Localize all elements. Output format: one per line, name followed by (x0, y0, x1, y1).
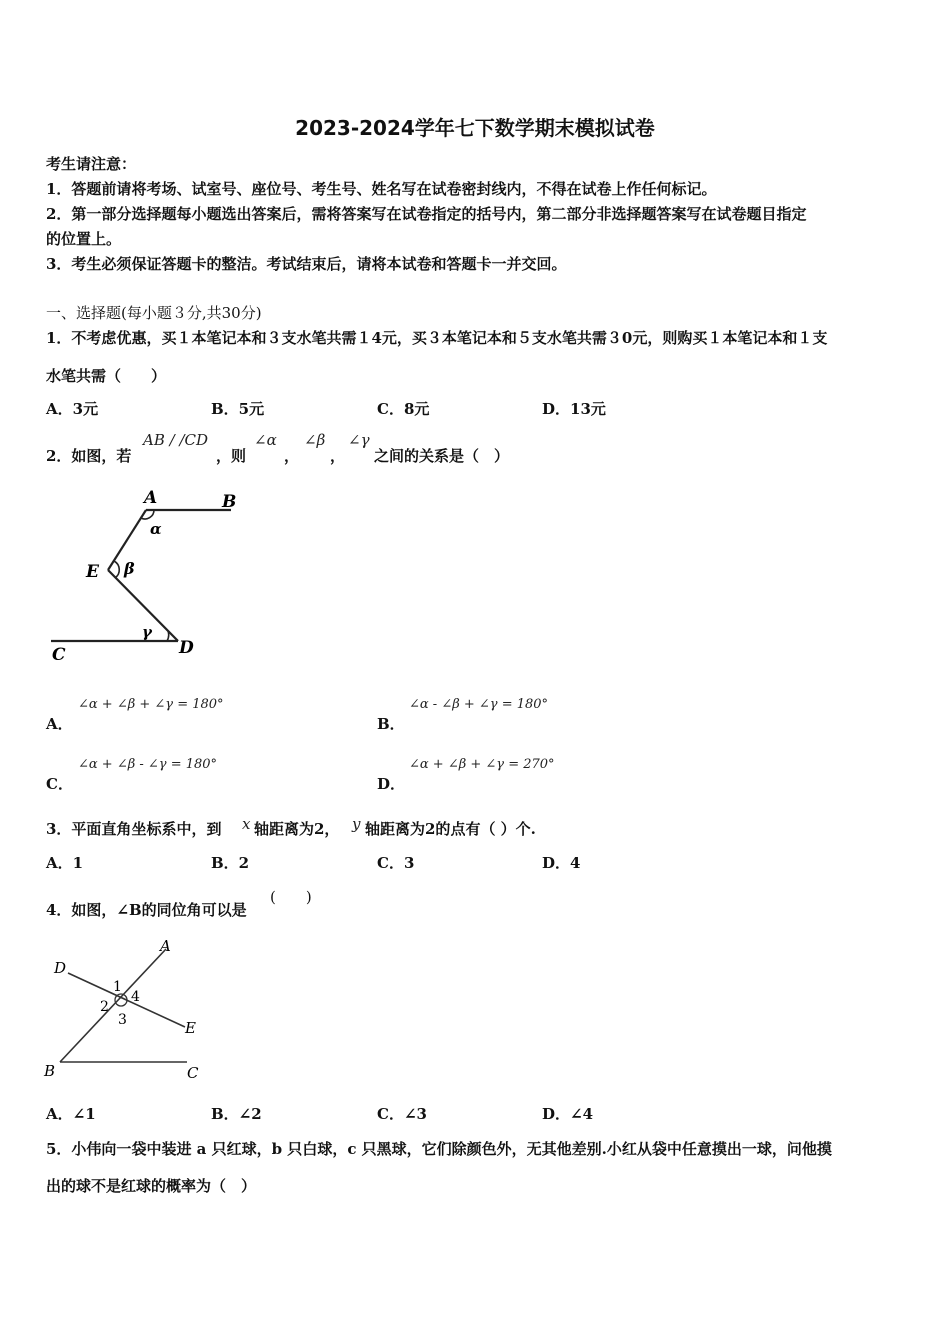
notice-item-3: 3．考生必须保证答题卡的整洁。考试结束后，请将本试卷和答题卡一并交回。 (46, 255, 567, 273)
q2-angle-beta: ∠β (304, 431, 326, 449)
q2-suffix: 之间的关系是（ ） (374, 447, 510, 465)
label-3: 3 (118, 1012, 127, 1028)
label-d: D (54, 959, 67, 977)
label-b: B (222, 492, 237, 512)
q2-figure (46, 485, 256, 665)
q1-option-c: C．8元 (377, 400, 430, 418)
q3-var-x: x (242, 815, 251, 833)
q1-option-a: A．3元 (46, 400, 99, 418)
section-heading: 一、选择题(每小题３分,共30分) (46, 304, 262, 322)
q1-stem-cont: 水笔共需（ ） (46, 367, 167, 385)
label-a: A (160, 937, 171, 955)
notice-item-2: 2．第一部分选择题每小题选出答案后，需将答案写在试卷指定的括号内，第二部分非选择题答案写在试卷题目指定 (46, 205, 807, 223)
label-gamma: γ (142, 623, 152, 641)
q3-text-3: 轴距离为2的点有（ ）个. (365, 820, 536, 838)
q2-then: ，则 (216, 447, 247, 465)
label-e: E (86, 562, 99, 582)
q4-paren: ( ) (270, 888, 312, 906)
q2-option-d-expr: ∠α + ∠β + ∠γ = 270° (409, 757, 555, 772)
q3-option-a: A．1 (46, 854, 84, 872)
q2-prefix: 2．如图，若 (46, 447, 132, 465)
q5-stem-cont: 出的球不是红球的概率为（ ） (46, 1177, 257, 1195)
label-beta: β (124, 559, 135, 578)
q2-sep-1: ， (284, 447, 300, 465)
q4-option-b: B．∠2 (211, 1105, 262, 1123)
q3-option-b: B．2 (211, 854, 250, 872)
label-4: 4 (131, 989, 140, 1005)
q4-option-c: C．∠3 (377, 1105, 427, 1123)
q3-option-d: D．4 (542, 854, 581, 872)
q2-option-d-label: D． (377, 775, 406, 793)
q1-option-b: B．5元 (211, 400, 265, 418)
notice-item-2-cont: 的位置上。 (46, 230, 122, 248)
label-d: D (179, 638, 194, 658)
q2-sep-2: ， (330, 447, 346, 465)
q3-var-y: y (352, 815, 361, 833)
q5-stem: 5．小伟向一袋中装进 a 只红球，b 只白球，c 只黑球，它们除颜色外，无其他差别.小红从袋中任意摸出一球，问他摸 (46, 1140, 832, 1158)
notice-item-1: 1．答题前请将考场、试室号、座位号、考生号、姓名写在试卷密封线内，不得在试卷上作任何标记。 (46, 180, 717, 198)
q2-condition: AB / /CD (143, 431, 209, 449)
q3-text-1: 3．平面直角坐标系中，到 (46, 820, 222, 838)
q4-option-a: A．∠1 (46, 1105, 96, 1123)
q2-option-b-label: B． (377, 715, 405, 733)
q4-option-d: D．∠4 (542, 1105, 594, 1123)
q2-angle-gamma: ∠γ (348, 431, 370, 449)
page-title: 2023-2024学年七下数学期末模拟试卷 (295, 116, 655, 140)
arc-gamma (167, 631, 169, 641)
q2-option-b-expr: ∠α - ∠β + ∠γ = 180° (409, 697, 549, 712)
q4-figure (40, 935, 220, 1085)
line-ba (60, 949, 166, 1062)
notice-heading: 考生请注意： (46, 155, 137, 173)
label-a: A (144, 488, 158, 508)
label-1: 1 (113, 979, 122, 995)
q3-text-2: 轴距离为2， (254, 820, 340, 838)
label-e: E (185, 1019, 196, 1037)
q2-angle-alpha: ∠α (254, 431, 277, 449)
q2-option-c-label: C． (46, 775, 73, 793)
q2-option-a-label: A． (46, 715, 73, 733)
label-alpha: α (150, 520, 162, 538)
label-b: B (44, 1062, 56, 1080)
q4-stem: 4．如图，∠B的同位角可以是 (46, 901, 247, 919)
q2-option-a-expr: ∠α + ∠β + ∠γ = 180° (78, 697, 224, 712)
label-2: 2 (100, 999, 109, 1015)
q1-option-d: D．13元 (542, 400, 606, 418)
q2-option-c-expr: ∠α + ∠β - ∠γ = 180° (78, 757, 218, 772)
label-c: C (187, 1064, 199, 1082)
label-c: C (52, 645, 66, 665)
q1-stem: 1．不考虑优惠，买１本笔记本和３支水笔共需１4元，买３本笔记本和５支水笔共需３0元，则购买１本笔记本和１支 (46, 329, 828, 347)
q3-option-c: C．3 (377, 854, 415, 872)
